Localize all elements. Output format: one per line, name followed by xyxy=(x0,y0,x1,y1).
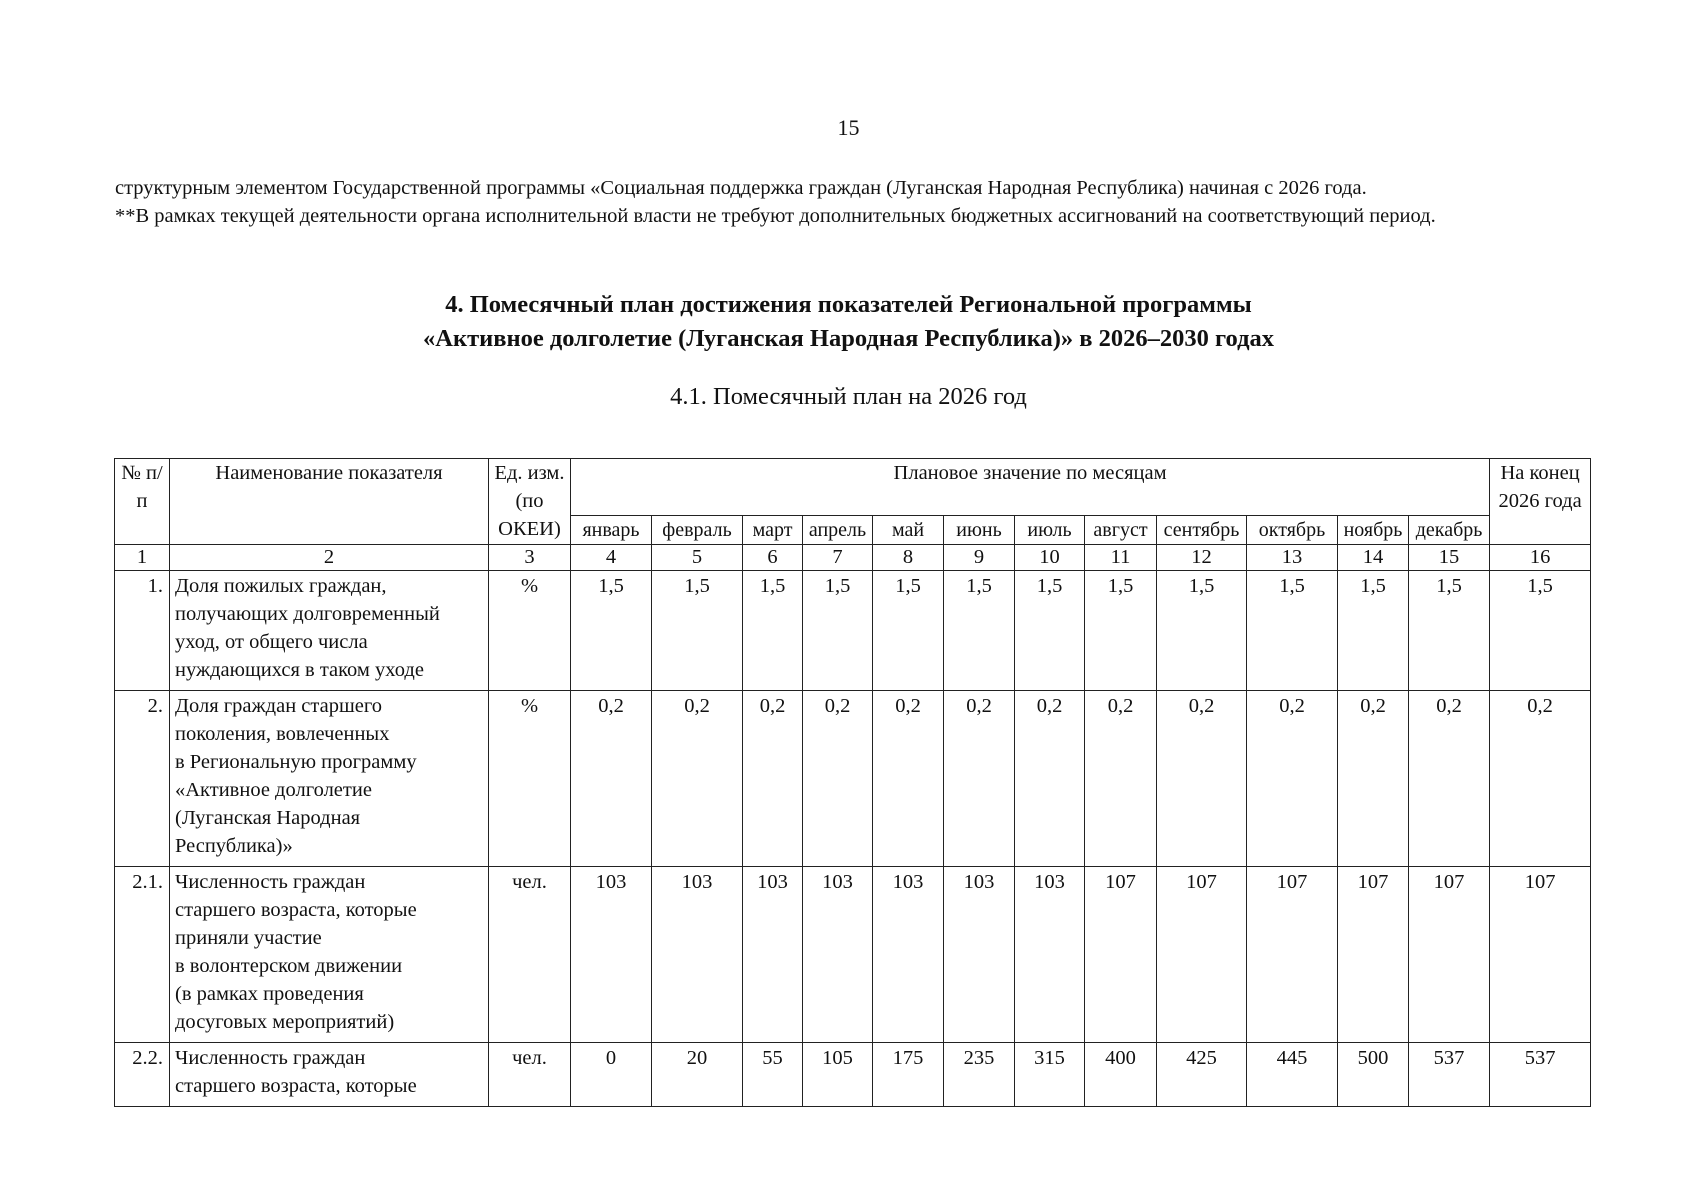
column-number: 13 xyxy=(1247,545,1338,571)
header-name: Наименование показателя xyxy=(170,459,489,545)
month-value: 1,5 xyxy=(652,571,743,691)
month-value: 0,2 xyxy=(1338,691,1409,867)
month-value: 0,2 xyxy=(1157,691,1247,867)
column-number: 3 xyxy=(489,545,571,571)
month-value: 0,2 xyxy=(873,691,944,867)
month-value: 1,5 xyxy=(944,571,1015,691)
month-value: 315 xyxy=(1015,1043,1085,1107)
unit-cell: чел. xyxy=(489,1043,571,1107)
section-title-line-2: «Активное долголетие (Луганская Народная Республика)» в 2026–2030 годах xyxy=(423,325,1274,352)
month-value: 0,2 xyxy=(1409,691,1490,867)
month-value: 0,2 xyxy=(571,691,652,867)
page-number: 15 xyxy=(837,115,860,140)
month-value: 103 xyxy=(743,867,803,1043)
table-row xyxy=(115,691,1591,867)
month-value: 1,5 xyxy=(1085,571,1157,691)
month-value: 0,2 xyxy=(743,691,803,867)
column-number: 9 xyxy=(944,545,1015,571)
header-month: апрель xyxy=(803,516,873,545)
month-value: 1,5 xyxy=(1247,571,1338,691)
month-value: 537 xyxy=(1409,1043,1490,1107)
column-number: 14 xyxy=(1338,545,1409,571)
column-number: 4 xyxy=(571,545,652,571)
indicator-name: Доля пожилых граждан, получающих долговременный уход, от общего числа нуждающихся в таком уходе xyxy=(170,571,489,691)
header-month: сентябрь xyxy=(1157,516,1247,545)
month-value: 103 xyxy=(803,867,873,1043)
header-month: октябрь xyxy=(1247,516,1338,545)
column-number: 5 xyxy=(652,545,743,571)
month-value: 1,5 xyxy=(1409,571,1490,691)
header-num: № п/п xyxy=(115,459,170,545)
year-end-value: 0,2 xyxy=(1490,691,1591,867)
header-month: январь xyxy=(571,516,652,545)
indicator-name: Численность граждан старшего возраста, которые xyxy=(170,1043,489,1107)
month-value: 1,5 xyxy=(1338,571,1409,691)
month-value: 0,2 xyxy=(1247,691,1338,867)
month-value: 235 xyxy=(944,1043,1015,1107)
header-month: июль xyxy=(1015,516,1085,545)
month-value: 103 xyxy=(1015,867,1085,1043)
month-value: 0,2 xyxy=(944,691,1015,867)
month-value: 1,5 xyxy=(571,571,652,691)
month-value: 105 xyxy=(803,1043,873,1107)
column-number: 7 xyxy=(803,545,873,571)
header-month: март xyxy=(743,516,803,545)
month-value: 1,5 xyxy=(1015,571,1085,691)
month-value: 103 xyxy=(652,867,743,1043)
column-number: 1 xyxy=(115,545,170,571)
month-value: 107 xyxy=(1157,867,1247,1043)
unit-cell: чел. xyxy=(489,867,571,1043)
month-value: 1,5 xyxy=(743,571,803,691)
intro-text xyxy=(115,174,1590,230)
month-value: 445 xyxy=(1247,1043,1338,1107)
header-month: ноябрь xyxy=(1338,516,1409,545)
section-title xyxy=(0,288,1697,356)
month-value: 103 xyxy=(873,867,944,1043)
subsection-title: 4.1. Помесячный план на 2026 год xyxy=(670,383,1027,410)
header-month: август xyxy=(1085,516,1157,545)
header-unit: Ед. изм. (по ОКЕИ) xyxy=(489,459,571,545)
month-value: 175 xyxy=(873,1043,944,1107)
intro-line-2: **В рамках текущей деятельности органа исполнительной власти не требуют дополнительных бюджетных ассигнований на соответствующий период. xyxy=(115,205,1436,227)
monthly-plan-table xyxy=(114,458,1591,1107)
month-value: 425 xyxy=(1157,1043,1247,1107)
column-number: 6 xyxy=(743,545,803,571)
month-value: 1,5 xyxy=(873,571,944,691)
column-number: 10 xyxy=(1015,545,1085,571)
column-number: 2 xyxy=(170,545,489,571)
month-value: 103 xyxy=(571,867,652,1043)
year-end-value: 537 xyxy=(1490,1043,1591,1107)
intro-line-1: структурным элементом Государственной программы «Социальная поддержка граждан (Луганская Народная Республика) начиная с 2026 года. xyxy=(115,177,1367,199)
column-number-row xyxy=(115,545,1591,571)
month-value: 0 xyxy=(571,1043,652,1107)
row-number: 2. xyxy=(115,691,170,867)
month-value: 107 xyxy=(1085,867,1157,1043)
table-row xyxy=(115,571,1591,691)
column-number: 15 xyxy=(1409,545,1490,571)
header-plan: Плановое значение по месяцам xyxy=(571,459,1490,516)
year-end-value: 107 xyxy=(1490,867,1591,1043)
column-number: 8 xyxy=(873,545,944,571)
month-value: 107 xyxy=(1247,867,1338,1043)
header-month: февраль xyxy=(652,516,743,545)
month-value: 0,2 xyxy=(1085,691,1157,867)
month-value: 20 xyxy=(652,1043,743,1107)
month-value: 1,5 xyxy=(1157,571,1247,691)
header-month: июнь xyxy=(944,516,1015,545)
indicator-name: Доля граждан старшего поколения, вовлеченных в Региональную программу «Активное долголетие (Луганская Народная Республика)» xyxy=(170,691,489,867)
table-row xyxy=(115,1043,1591,1107)
month-value: 0,2 xyxy=(803,691,873,867)
header-month: май xyxy=(873,516,944,545)
section-title-line-1: 4. Помесячный план достижения показателей Региональной программы xyxy=(445,291,1252,318)
month-value: 55 xyxy=(743,1043,803,1107)
row-number: 1. xyxy=(115,571,170,691)
month-value: 107 xyxy=(1338,867,1409,1043)
table-row xyxy=(115,867,1591,1043)
month-value: 107 xyxy=(1409,867,1490,1043)
row-number: 2.2. xyxy=(115,1043,170,1107)
unit-cell: % xyxy=(489,691,571,867)
month-value: 0,2 xyxy=(652,691,743,867)
month-value: 103 xyxy=(944,867,1015,1043)
indicator-name: Численность граждан старшего возраста, которые приняли участие в волонтерском движении (в рамках проведения досуговых мероприятий) xyxy=(170,867,489,1043)
month-value: 0,2 xyxy=(1015,691,1085,867)
month-value: 400 xyxy=(1085,1043,1157,1107)
header-end: На конец 2026 года xyxy=(1490,459,1591,545)
column-number: 11 xyxy=(1085,545,1157,571)
column-number: 12 xyxy=(1157,545,1247,571)
header-month: декабрь xyxy=(1409,516,1490,545)
month-value: 500 xyxy=(1338,1043,1409,1107)
unit-cell: % xyxy=(489,571,571,691)
year-end-value: 1,5 xyxy=(1490,571,1591,691)
month-value: 1,5 xyxy=(803,571,873,691)
row-number: 2.1. xyxy=(115,867,170,1043)
column-number: 16 xyxy=(1490,545,1591,571)
